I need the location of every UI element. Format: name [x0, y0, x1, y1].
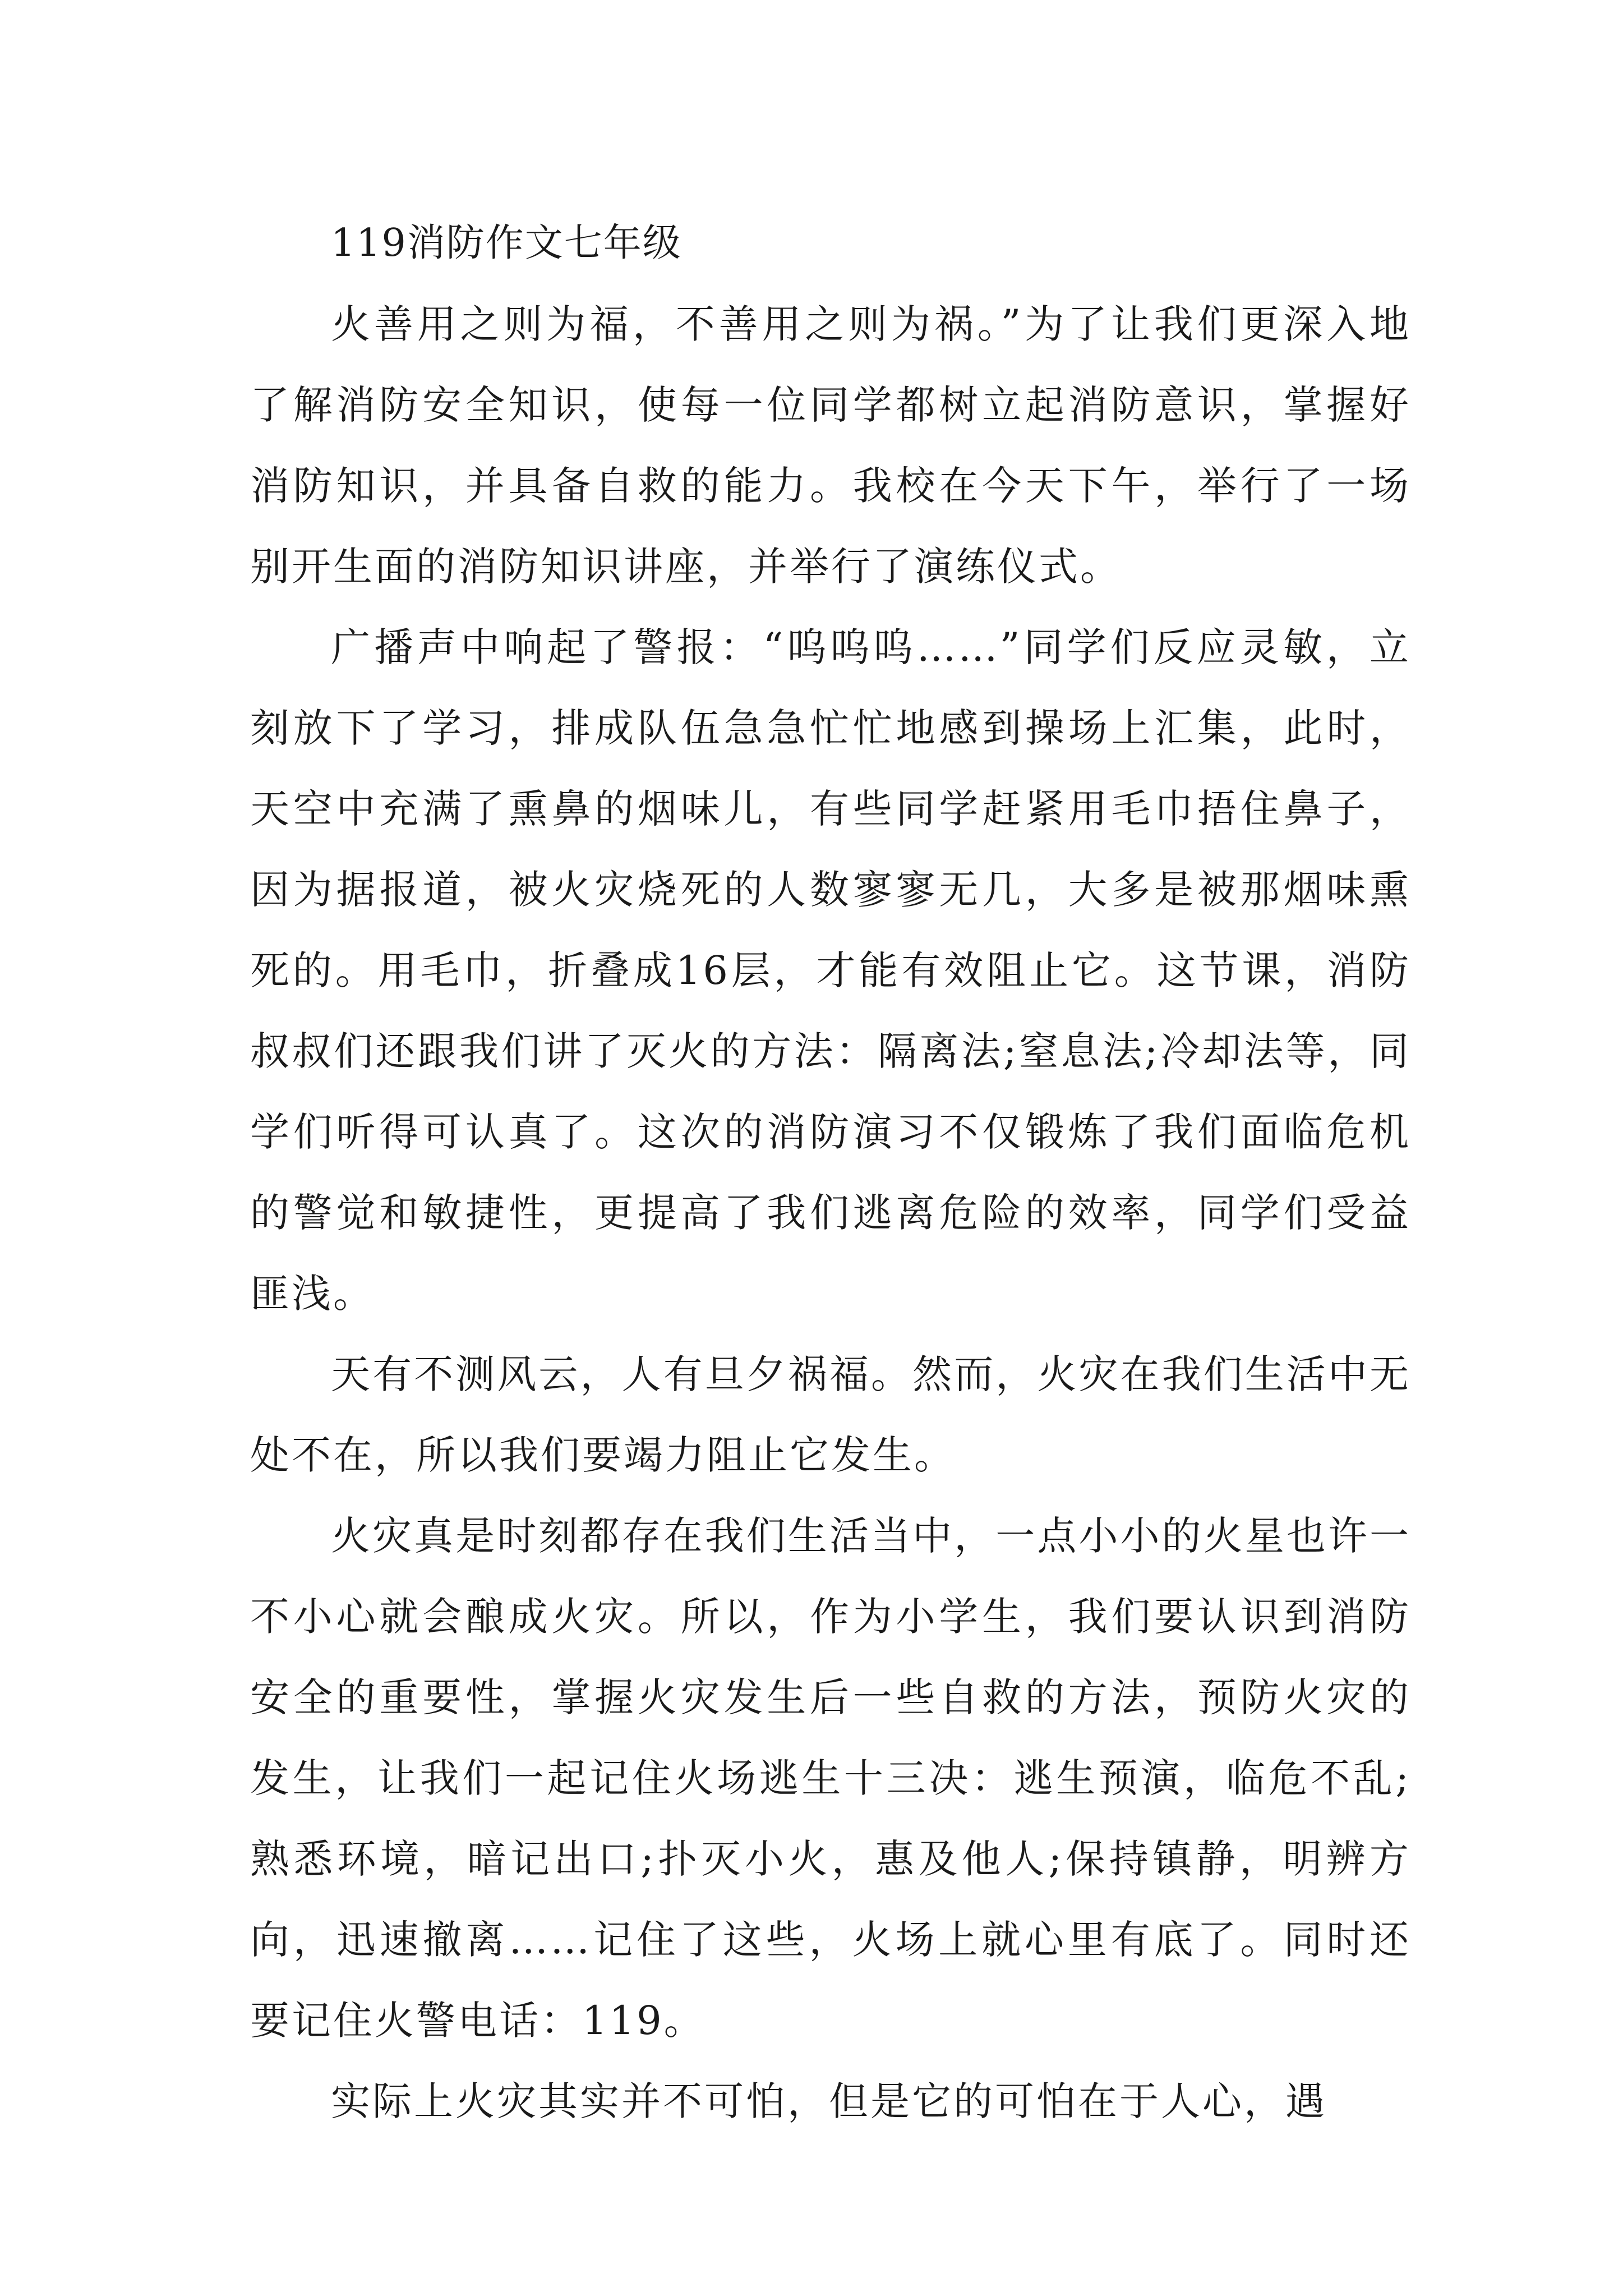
paragraph-2: 广播声中响起了警报：“呜呜呜……”同学们反应灵敏，立刻放下了学习，排成队伍急急忙忙地感到操场上汇集，此时，天空中充满了熏鼻的烟味儿，有些同学赶紧用毛巾捂住鼻子，因为据报道，被火灾烧死的人数寥寥无几，大多是被那烟味熏死的。用毛巾，折叠成16层，才能有效阻止它。这节课，消防叔叔们还跟我们讲了灭火的方法：隔离法;窒息法;冷却法等，同学们听得可认真了。这次的消防演习不仅锻炼了我们面临危机的警觉和敏捷性，更提高了我们逃离危险的效率，同学们受益匪浅。 [250, 624, 1411, 1317]
paragraph-4: 火灾真是时刻都存在我们生活当中，一点小小的火星也许一不小心就会酿成火灾。所以，作为小学生，我们要认识到消防安全的重要性，掌握火灾发生后一些自救的方法，预防火灾的发生，让我们一起记住火场逃生十三决：逃生预演，临危不乱;熟悉环境，暗记出口;扑灭小火，惠及他人;保持镇静，明辨方向，迅速撤离……记住了这些，火场上就心里有底了。同时还要记住火警电话：119。 [250, 1513, 1411, 2044]
document-title: 119消防作文七年级 [331, 221, 682, 265]
document-body [250, 203, 1411, 2142]
paragraph-5: 实际上火灾其实并不可怕，但是它的可怕在于人心，遇 [331, 2078, 1327, 2124]
paragraph-1: 火善用之则为福，不善用之则为祸。”为了让我们更深入地了解消防安全知识，使每一位同学都树立起消防意识，掌握好消防知识，并具备自救的能力。我校在今天下午，举行了一场别开生面的消防知识讲座，并举行了演练仪式。 [250, 301, 1411, 590]
paragraph-3: 天有不测风云，人有旦夕祸福。然而，火灾在我们生活中无处不在，所以我们要竭力阻止它发生。 [250, 1351, 1411, 1478]
